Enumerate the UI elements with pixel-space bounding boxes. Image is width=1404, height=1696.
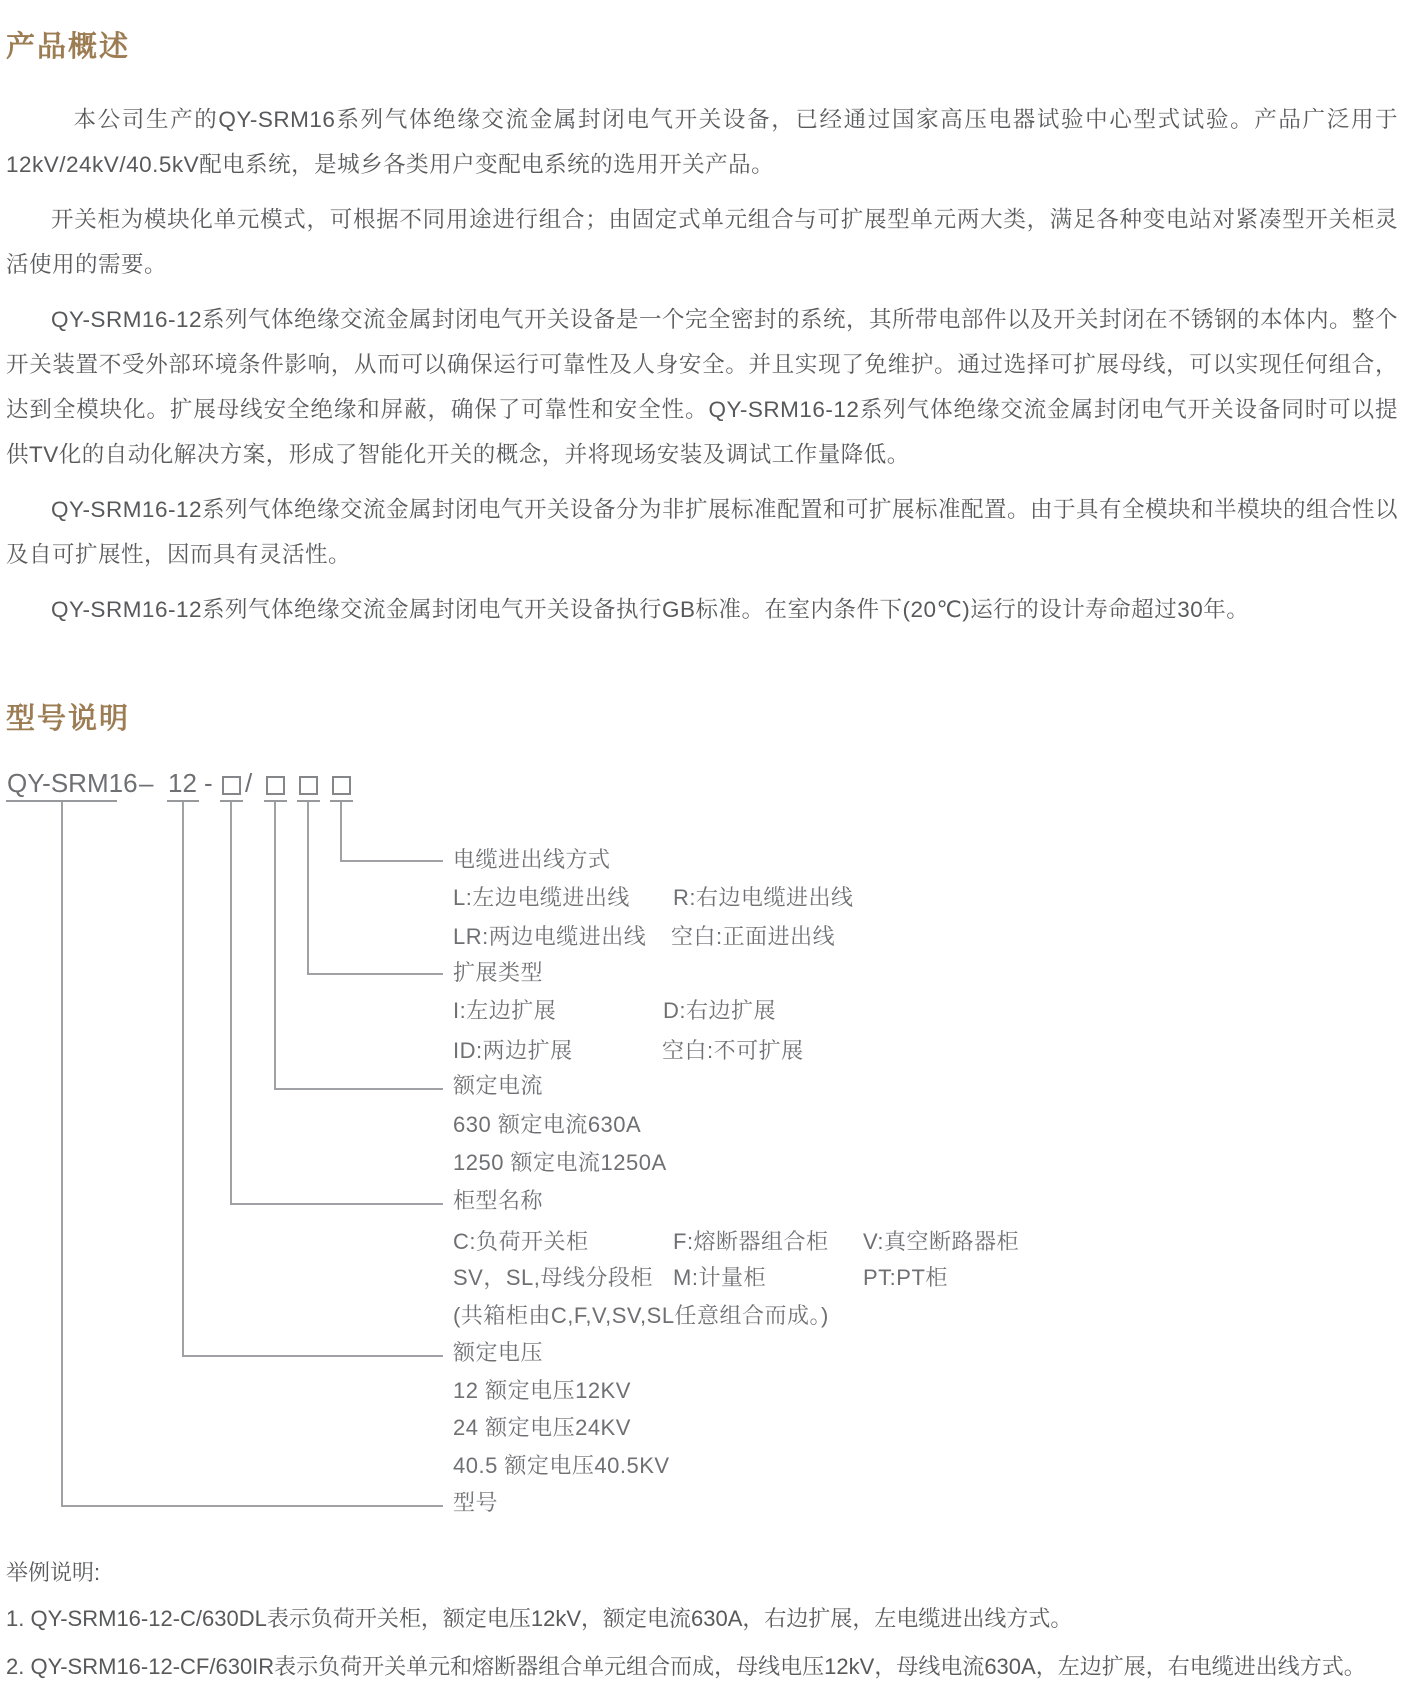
branch-cable-option-r: R:右边电缆进出线 [673, 885, 854, 910]
example-item-2: 2. QY-SRM16-12-CF/630IR表示负荷开关单元和熔断器组合单元组合而成，母线电压12kV，母线电流630A，左边扩展，右电缆进出线方式。 [6, 1654, 1366, 1679]
overview-paragraph-3: QY-SRM16-12系列气体绝缘交流金属封闭电气开关设备是一个完全密封的系统，其所带电部件以及开关封闭在不锈钢的本体内。整个开关装置不受外部环境条件影响，从而可以确保运行可靠性及人身安全。并且实现了免维护。通过选择可扩展母线，可以实现任何组合，达到全模块化。扩展母线安全绝缘和屏蔽，确保了可靠性和安全性。QY-SRM16-12系列气体绝缘交流金属封闭电气开关设备同时可以提供TV化的自动化解决方案，形成了智能化开关的概念，并将现场安装及调试工作量降低。 [6, 307, 1398, 467]
connector-vline-current [274, 802, 276, 1090]
branch-extension-option-d: D:右边扩展 [663, 998, 777, 1023]
branch-cabinet-option-f: F:熔断器组合柜 [673, 1229, 829, 1254]
branch-extension-title: 扩展类型 [453, 960, 544, 985]
model-code-dash: – [139, 768, 154, 798]
branch-cable-title: 电缆进出线方式 [453, 847, 611, 872]
branch-cabinet-title: 柜型名称 [453, 1188, 544, 1213]
connector-vline-extension [307, 802, 309, 975]
branch-cabinet-note: (共箱柜由C,F,V,SV,SL任意组合而成。) [453, 1303, 829, 1328]
examples-title: 举例说明: [6, 1560, 101, 1585]
connector-hline-voltage [182, 1355, 443, 1357]
branch-extension-option-blank: 空白:不可扩展 [662, 1038, 804, 1063]
connector-hline-current [274, 1088, 443, 1090]
connector-vline-model [61, 802, 63, 1507]
branch-cabinet-option-pt: PT:PT柜 [863, 1265, 948, 1290]
branch-extension-option-id: ID:两边扩展 [453, 1038, 573, 1063]
model-code-dash2: - [204, 768, 213, 798]
model-code-prefix: QY-SRM16 [7, 768, 138, 798]
branch-cabinet-option-c: C:负荷开关柜 [453, 1229, 589, 1254]
branch-model-title: 型号 [453, 1490, 499, 1515]
example-item-1: 1. QY-SRM16-12-C/630DL表示负荷开关柜，额定电压12kV，额定电流630A，右边扩展，左电缆进出线方式。 [6, 1606, 1073, 1631]
branch-cable-option-blank: 空白:正面进出线 [671, 924, 836, 949]
connector-hline-model [61, 1505, 443, 1507]
connector-vline-voltage [182, 802, 184, 1357]
model-code-diagram [0, 760, 1404, 1550]
model-code-slash: / [245, 768, 253, 798]
model-code-box-cabinet [222, 776, 241, 795]
branch-cabinet-option-sv: SV，SL,母线分段柜 [453, 1265, 653, 1290]
branch-current-option-1250: 1250 额定电流1250A [453, 1150, 667, 1175]
branch-current-title: 额定电流 [453, 1073, 544, 1098]
branch-voltage-title: 额定电压 [453, 1340, 544, 1365]
connector-vline-cable [340, 802, 342, 862]
model-heading: 型号说明 [6, 703, 131, 735]
branch-extension-option-i: I:左边扩展 [453, 998, 557, 1023]
model-code-box-cable [332, 776, 351, 795]
connector-hline-cabinet [230, 1203, 443, 1205]
overview-paragraph-2: 开关柜为模块化单元模式，可根据不同用途进行组合；由固定式单元组合与可扩展型单元两大类，满足各种变电站对紧凑型开关柜灵活使用的需要。 [6, 207, 1398, 277]
branch-current-option-630: 630 额定电流630A [453, 1112, 642, 1137]
branch-voltage-option-12: 12 额定电压12KV [453, 1378, 631, 1403]
product-overview-section [6, 24, 1398, 642]
model-code-voltage-digits: 12 [168, 768, 197, 798]
overview-heading: 产品概述 [6, 31, 131, 63]
branch-cable-option-lr: LR:两边电缆进出线 [453, 924, 647, 949]
overview-paragraph-4: QY-SRM16-12系列气体绝缘交流金属封闭电气开关设备分为非扩展标准配置和可扩展标准配置。由于具有全模块和半模块的组合性以及自可扩展性，因而具有灵活性。 [6, 497, 1398, 567]
overview-paragraph-1: 本公司生产的QY-SRM16系列气体绝缘交流金属封闭电气开关设备，已经通过国家高压电器试验中心型式试验。产品广泛用于12kV/24kV/40.5kV配电系统，是城乡各类用户变配电系统的选用开关产品。 [6, 107, 1398, 177]
connector-hline-extension [307, 973, 443, 975]
model-code-box-extension [299, 776, 318, 795]
branch-cabinet-option-v: V:真空断路器柜 [863, 1229, 1019, 1254]
branch-voltage-option-405: 40.5 额定电压40.5KV [453, 1453, 670, 1478]
branch-voltage-option-24: 24 额定电压24KV [453, 1415, 631, 1440]
branch-cabinet-option-m: M:计量柜 [673, 1265, 766, 1290]
model-code-box-current [266, 776, 285, 795]
connector-vline-cabinet [230, 802, 232, 1205]
connector-hline-cable [340, 860, 443, 862]
branch-cable-option-l: L:左边电缆进出线 [453, 885, 630, 910]
overview-paragraph-5: QY-SRM16-12系列气体绝缘交流金属封闭电气开关设备执行GB标准。在室内条件下(20℃)运行的设计寿命超过30年。 [51, 597, 1250, 622]
